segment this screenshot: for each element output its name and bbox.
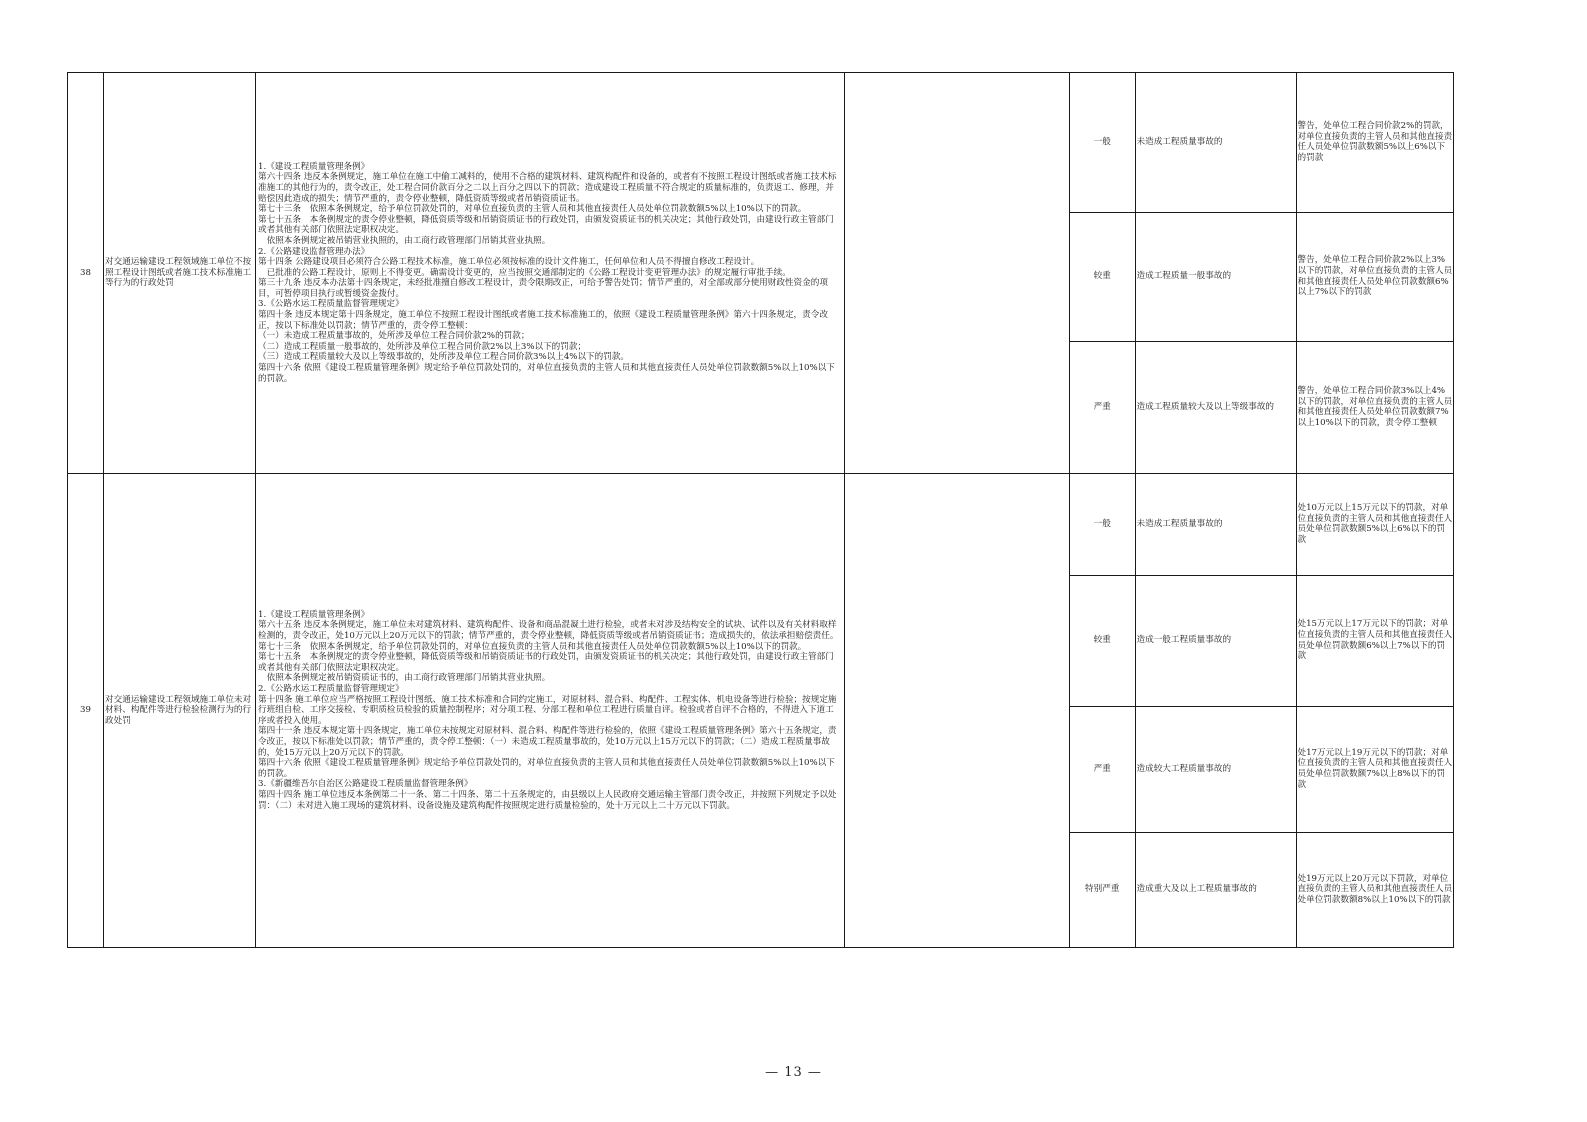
level-row [1070,212,1454,341]
level-penalty: 处17万元以上19万元以下的罚款；对单位直接负责的主管人员和其他直接责任人员处单位罚款数额7%以上8%以下的罚款 [1296,706,1454,832]
basis-paragraph: 第十四条 公路建设项目必须符合公路工程技术标准，施工单位必须按标准的设计文件施工，任何单位和人员不得擅自修改工程设计。 [258,257,760,268]
blank-column [845,474,1070,948]
basis-paragraph: 第七十三条 依照本条例规定，给予单位罚款处罚的，对单位直接负责的主管人员和其他直接责任人员处单位罚款数额5%以上10%以下的罚款。 [258,641,807,652]
basis-paragraph: 第六十四条 违反本条例规定，施工单位在施工中偷工减料的，使用不合格的建筑材料、建筑构配件和设备的，或者有不按照工程设计图纸或者施工技术标准施工的其他行为的，责令改正，处工程合同价款百分之二以上百分之四以下的罚款；造成建设工程质量不符合规定的质量标准的，负责返工、修理，并赔偿因此造成的损失；情节严重的，责令停业整顿，降低资质等级或者吊销资质证书。 [258,172,837,204]
basis-paragraph: 第四十四条 施工单位违反本条例第二十一条、第二十四条、第二十五条规定的，由县级以上人民政府交通运输主管部门责令改正，并按照下列规定予以处罚：（二）未对进入施工现场的建筑材料、设备设施及建筑构配件按照规定进行质量检验的，处十万元以上二十万元以下罚款。 [258,789,837,811]
level-row [1070,706,1454,832]
basis-paragraph: 第四十条 违反本规定第十四条规定，施工单位不按照工程设计图纸或者施工技术标准施工的，依照《建设工程质量管理条例》第六十四条规定，责令改正，按以下标准处以罚款；情节严重的，责令停工整顿： [258,310,828,331]
level-penalty: 处15万元以上17万元以下的罚款；对单位直接负责的主管人员和其他直接责任人员处单位罚款数额6%以上7%以下的罚款 [1296,575,1454,706]
level-label: 特别严重 [1070,832,1135,947]
level-row [1070,474,1454,575]
level-condition: 造成工程质量较大及以上等级事故的 [1135,341,1296,473]
basis-paragraph: 第六十五条 违反本条例规定，施工单位未对建筑材料、建筑构配件、设备和商品混凝土进行检验，或者未对涉及结构安全的试块、试件以及有关材料取样检测的，责令改正，处10万元以上20万元以下的罚款；情节严重的，责令停业整顿，降低资质等级或者吊销资质证书；造成损失的，依法承担赔偿责任。 [258,620,839,642]
level-row [1070,73,1454,212]
row-number: 39 [68,474,104,948]
level-label: 一般 [1070,474,1135,575]
level-row [1070,341,1454,473]
basis-paragraph: 第三十九条 违反本办法第十四条规定，未经批准擅自修改工程设计，责令限期改正，可给予警告处罚；情节严重的，对全部或部分使用财政性资金的项目，可暂停项目执行或暂缓资金拨付。 [258,278,828,299]
table-row [68,73,1454,474]
level-condition: 造成工程质量一般事故的 [1135,212,1296,341]
basis-paragraph: 第七十五条 本条例规定的责令停业整顿，降低资质等级和吊销资质证书的行政处罚，由颁发资质证书的机关决定；其他行政处罚，由建设行政主管部门或者其他有关部门依照法定职权决定。 [258,652,834,673]
level-penalty: 处19万元以上20万元以下罚款，对单位直接负责的主管人员和其他直接责任人员处单位罚款数额8%以上10%以下的罚款 [1296,832,1454,947]
basis-paragraph: 依照本条例规定被吊销资质证书的，由工商行政管理部门吊销其营业执照。 [258,673,551,684]
legal-basis [256,474,845,948]
level-condition: 造成一般工程质量事故的 [1135,575,1296,706]
level-label: 一般 [1070,73,1135,212]
level-label: 严重 [1070,341,1135,473]
basis-paragraph: 1.《建设工程质量管理条例》 [258,609,370,620]
page-number: — 13 — [765,1065,822,1080]
level-condition: 未造成工程质量事故的 [1135,474,1296,575]
level-label: 较重 [1070,212,1135,341]
item-name: 对交通运输建设工程领域施工单位未对材料、构配件等进行检验检测行为的行政处罚 [104,474,256,948]
basis-paragraph: （二）造成工程质量一般事故的，处所涉及单位工程合同价款2%以上3%以下的罚款； [258,341,587,352]
level-penalty: 警告，处单位工程合同价款2%的罚款，对单位直接负责的主管人员和其他直接责任人员处单位罚款数额5%以上6%以下的罚款 [1296,73,1454,212]
basis-paragraph: 3.《新疆维吾尔自治区公路建设工程质量监督管理条例》 [258,779,473,790]
table-row [68,474,1454,948]
basis-paragraph: （三）造成工程质量较大及以上等级事故的，处所涉及单位工程合同价款3%以上4%以下的罚款。 [258,352,630,363]
level-condition: 造成重大及以上工程质量事故的 [1135,832,1296,947]
basis-paragraph: 依照本条例规定被吊销营业执照的，由工商行政管理部门吊销其营业执照。 [258,235,551,246]
level-penalty: 警告，处单位工程合同价款3%以上4%以下的罚款，对单位直接负责的主管人员和其他直接责任人员处单位罚款数额7%以上10%以下的罚款，责令停工整顿 [1296,341,1454,473]
basis-paragraph: 1.《建设工程质量管理条例》 [258,161,370,172]
basis-paragraph: （一）未造成工程质量事故的，处所涉及单位工程合同价款2%的罚款； [258,331,530,342]
penalty-table [67,72,1454,948]
item-name: 对交通运输建设工程领域施工单位不按照工程设计图纸或者施工技术标准施工等行为的行政处罚 [104,73,256,474]
basis-paragraph: 已批准的公路工程设计，原则上不得变更。确需设计变更的，应当按照交通部制定的《公路工程设计变更管理办法》的规定履行审批手续。 [258,267,791,278]
basis-paragraph: 第四十六条 依照《建设工程质量管理条例》规定给予单位罚款处罚的，对单位直接负责的主管人员和其他直接责任人员处单位罚款数额5%以上10%以下的罚款。 [258,363,835,384]
level-row [1070,832,1454,947]
level-penalty: 处10万元以上15万元以下的罚款，对单位直接负责的主管人员和其他直接责任人员处单位罚款数额5%以上6%以下的罚款 [1296,474,1454,575]
level-row [1070,575,1454,706]
basis-paragraph: 3.《公路水运工程质量监督管理规定》 [258,299,404,310]
basis-paragraph: 第四十一条 违反本规定第十四条规定，施工单位未按规定对原材料、混合料、构配件等进行检验的，依照《建设工程质量管理条例》第六十五条规定，责令改正，按以下标准处以罚款；情节严重的，责令停工整顿：（一）未造成工程质量事故的，处10万元以上15万元以下的罚款；（二）造成工程质量事故的，处15万元以上20万元以下的罚款。 [258,726,837,758]
basis-paragraph: 第七十三条 依照本条例规定，给予单位罚款处罚的，对单位直接负责的主管人员和其他直接责任人员处单位罚款数额5%以上10%以下的罚款。 [258,204,807,215]
legal-basis [256,73,845,474]
blank-column [845,73,1070,474]
basis-paragraph: 第七十五条 本条例规定的责令停业整顿，降低资质等级和吊销资质证书的行政处罚，由颁发资质证书的机关决定；其他行政处罚，由建设行政主管部门或者其他有关部门依照法定职权决定。 [258,214,834,236]
basis-paragraph: 2.《公路水运工程质量监督管理规定》 [258,684,404,695]
level-condition: 造成较大工程质量事故的 [1135,706,1296,832]
discretion-levels [1070,474,1454,948]
level-condition: 未造成工程质量事故的 [1135,73,1296,212]
level-label: 严重 [1070,706,1135,832]
discretion-levels [1070,73,1454,474]
basis-paragraph: 第十四条 施工单位应当严格按照工程设计图纸、施工技术标准和合同约定施工，对原材料、混合料、构配件、工程实体、机电设备等进行检验；按规定施行班组自检、工序交接检、专职质检员检验的质量控制程序；对分项工程、分部工程和单位工程进行质量自评。检验或者自评不合格的，不得进入下道工序或者投入使用。 [258,694,837,726]
level-label: 较重 [1070,575,1135,706]
row-number: 38 [68,73,104,474]
basis-paragraph: 2.《公路建设监督管理办法》 [258,246,370,257]
level-penalty: 警告，处单位工程合同价款2%以上3%以下的罚款，对单位直接负责的主管人员和其他直接责任人员处单位罚款数额6%以上7%以下的罚款 [1296,212,1454,341]
basis-paragraph: 第四十六条 依照《建设工程质量管理条例》规定给予单位罚款处罚的，对单位直接负责的主管人员和其他直接责任人员处单位罚款数额5%以上10%以下的罚款。 [258,758,835,779]
